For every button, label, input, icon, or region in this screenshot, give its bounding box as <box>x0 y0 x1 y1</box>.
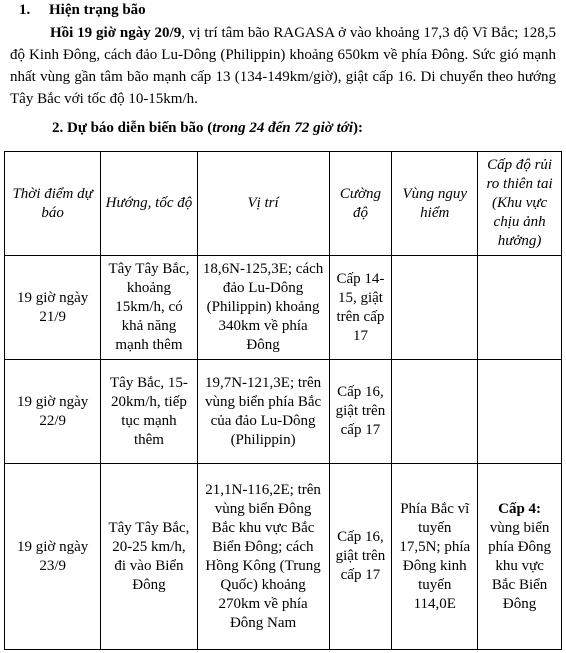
cell-intensity: Cấp 14-15, giật trên cấp 17 <box>329 256 392 360</box>
status-time: Hồi 19 giờ ngày 20/9 <box>50 25 182 41</box>
section1-title: Hiện trạng bão <box>49 2 146 18</box>
cell-position: 18,6N-125,3E; cách đảo Lu-Dông (Philippin) khoảng 340km về phía Đông <box>197 256 329 360</box>
section1-number: 1. <box>19 2 31 18</box>
cell-time: 19 giờ ngày 22/9 <box>5 360 101 464</box>
cell-time: 19 giờ ngày 23/9 <box>5 464 101 650</box>
cell-position: 19,7N-121,3E; trên vùng biển phía Bắc của đảo Lu-Dông (Philippin) <box>197 360 329 464</box>
header-time: Thời điểm dự báo <box>5 152 101 256</box>
section2-title-end: ): <box>353 120 363 136</box>
cell-danger-zone: Phía Bắc vĩ tuyến 17,5N; phía Đông kinh tuyến 114,0E <box>392 464 478 650</box>
cell-danger-zone <box>392 360 478 464</box>
cell-risk-level <box>478 256 562 360</box>
cell-intensity: Cấp 16, giật trên cấp 17 <box>329 360 392 464</box>
cell-position: 21,1N-116,2E; trên vùng biển Đông Bắc khu vực Bắc Biển Đông; cách Hồng Kông (Trung Quốc) khoảng 270km về phía Đông Nam <box>197 464 329 650</box>
header-danger-zone: Vùng nguy hiểm <box>392 152 478 256</box>
cell-risk-level <box>478 360 562 464</box>
risk-area: vùng biển phía Đông khu vực Bắc Biển Đông <box>488 519 552 612</box>
section2-title: 2. Dự báo diễn biến bão ( <box>52 120 213 136</box>
table-row <box>5 256 562 360</box>
cell-direction: Tây Bắc, 15-20km/h, tiếp tục mạnh thêm <box>101 360 197 464</box>
table-header-row <box>5 152 562 256</box>
cell-direction: Tây Tây Bắc, khoảng 15km/h, có khả năng mạnh thêm <box>101 256 197 360</box>
cell-direction: Tây Tây Bắc, 20-25 km/h, đi vào Biển Đông <box>101 464 197 650</box>
table-row <box>5 464 562 650</box>
cell-time: 19 giờ ngày 21/9 <box>5 256 101 360</box>
header-direction: Hướng, tốc độ <box>101 152 197 256</box>
cell-danger-zone <box>392 256 478 360</box>
forecast-table <box>4 151 562 650</box>
section2-heading <box>52 120 363 137</box>
section2-title-italic: trong 24 đến 72 giờ tới <box>212 120 353 136</box>
storm-status-paragraph <box>10 22 556 110</box>
cell-risk-level <box>478 464 562 650</box>
status-body: , vị trí tâm bão RAGASA ở vào khoảng 17,3 độ Vĩ Bắc; 128,5 độ Kinh Đông, cách đảo Lu-Dông (Philippin) khoảng 650km về phía Đông. Sức gió mạnh nhất vùng gần tâm bão mạnh cấp 13 (134-149km/giờ), giật cấp 16. Di chuyển theo hướng Tây Bắc với tốc độ 10-15km/h. <box>10 25 556 107</box>
cell-intensity: Cấp 16, giật trên cấp 17 <box>329 464 392 650</box>
table-row <box>5 360 562 464</box>
section1-heading <box>19 2 146 19</box>
header-intensity: Cường độ <box>329 152 392 256</box>
risk-level-label: Cấp 4: <box>498 500 542 517</box>
header-position: Vị trí <box>197 152 329 256</box>
header-risk-level: Cấp độ rủi ro thiên tai (Khu vực chịu ảnh hưởng) <box>478 152 562 256</box>
